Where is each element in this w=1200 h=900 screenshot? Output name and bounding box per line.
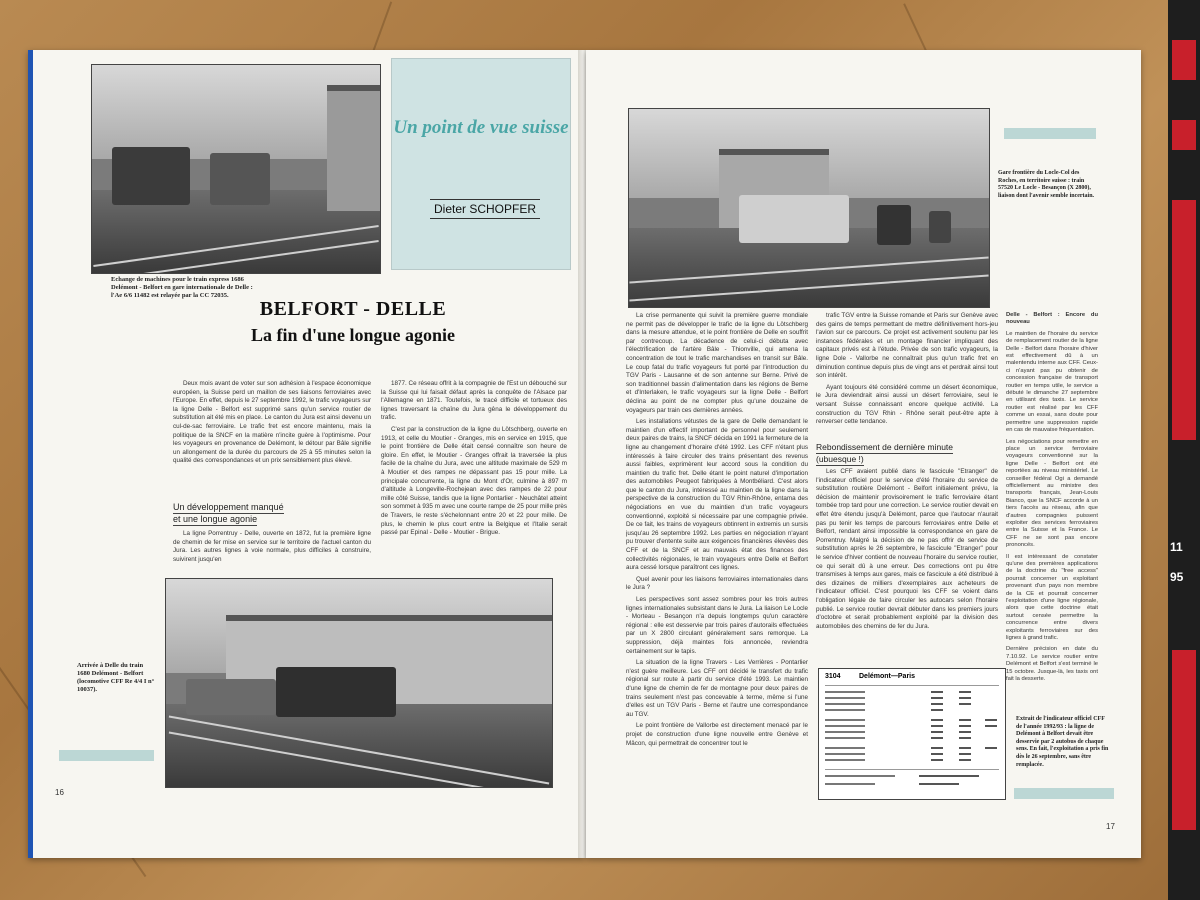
left-page [28, 50, 585, 858]
paragraph: Ayant toujours été considéré comme un désert économique, le Jura deviendrait ainsi aussi un désert ferroviaire, seul le versant Suisse connaissant encore quelque activité. La construction du TGV Rhin - Rhône serait peut-être apte à renverser cette tendance. [816, 383, 998, 426]
bottom-train-photo [165, 578, 553, 788]
side-magazine [1168, 0, 1200, 900]
paragraph: La ligne Porrentruy - Delle, ouverte en 1872, fut la première ligne de chemin de fer mise en service sur le territoire de l'actuel canton du Jura. Les autres lignes à voie normale, plus difficiles à construire, suivirent jusqu'en [173, 530, 371, 563]
right-column-2-top [816, 312, 998, 440]
sidebar-paragraph: Dernière précision en date du 7.10.92. Le service routier entre Delémont et Belfort s'est terminé le 15 octobre. Jusque-là, les taxis ont fait la desserte. [1006, 646, 1098, 683]
sidebar-paragraph: Le maintien de l'horaire du service de remplacement routier de la ligne Delle - Belfort dans l'horaire d'hiver est effectivement dû à un malentendu interne aux CFF. Ceux-ci n'ayant pas pu obtenir de concession française de transport routier en temps utile, le service a débuté le dimanche 27 septembre en utilisant des taxis. Le service routier est réalisé par les CFF comme un essai, sans doute pour permettre une suppression rapide en cas de mauvaise fréquentation. [1006, 330, 1098, 434]
paragraph: La crise permanente qui suivit la première guerre mondiale ne permit pas de développer le trafic de la ligne du Lötschberg dans la mesure attendue, et le point frontière de Delle en souffrit par contrecoup. La décadence de celui-ci débuta avec l'électrification de l'artère Bâle - Thionville, qui amena la concentration de tout le trafic marchandises en transit sur Bâle. Le coup fatal du trafic voyageurs fut porté par l'introduction du TGV Paris - Lausanne et de son antenne sur Berne. Privé de son traditionnel bassin d'alimentation dans les régions de Berne et d'Interlaken, le trafic voyageurs sur la ligne Delle - Belfort déclina au point de ne compter plus qu'une douzaine de voyageurs par train ces dernières années. [626, 312, 808, 414]
timetable-caption: Extrait de l'indicateur officiel CFF de l'année 1992/93 : la ligne de Delémont à Belfort devait être desservie par 2 autobus de chaque sens. En fait, l'exploitation a pris fin dès le 26 septembre, sans être remplacée. [1016, 716, 1109, 768]
paragraph: Les perspectives sont assez sombres pour les trois autres lignes internationales subsistant dans le Jura. La liaison Le Locle - Morteau - Besançon n'a depuis longtemps qu'un caractère régional : elle est desservie par trois paires d'autorails effectuées par un X 2800 circulant généralement sans remorque. La suppression, déjà maintes fois annoncée, reviendra certainement sur le tapis. [626, 596, 808, 655]
timetable-route: Delémont—Paris [859, 673, 916, 680]
station-photo [628, 108, 990, 308]
station-photo-caption: Gare frontière du Locle-Col des Roches, en territoire suisse : train 57520 Le Locle - Besançon (X 2800), liaison dont l'avenir semble incertain. [998, 170, 1095, 199]
left-column-2 [381, 380, 567, 572]
sidebar-box [1006, 312, 1098, 748]
article-title: BELFORT - DELLE [259, 298, 447, 320]
paragraph: Les CFF avaient publié dans le fascicule "Etranger" de l'indicateur officiel pour le service d'été l'horaire du service de substitution routière Delémont - Belfort initialement prévu, la décision de maintenir provisoirement le trafic ferroviaire étant tombée trop tard pour une correction. Le service routier devait en effet être étendu jusqu'à Delémont, parce que l'autocar n'aurait pas pu tenir les temps de parcours ferroviaires entre Delle et Belfort, rendant ainsi impossible la correspondance en gare de Porrentruy. Malgré la décision de ne pas offrir de service de substitution après le 26 septembre, le fascicule "Etranger" pour le service d'hiver contient de nouveau l'horaire du service routier, ce qui serait dû à une erreur. Des corrections ont pu être transmises à temps aux gares, mais ce fascicule a été distribué à des dizaines de milliers d'exemplaires aux acheteurs de l'indicateur officiel. C'est pourquoi les CFF se voient dans l'obligation légale de faire circuler les autocars selon l'horaire publié. Le service routier devrait débuter dans les premiers jours d'octobre et serait probablement exploité par la division des automobiles des chemins de fer du Jura. [816, 468, 998, 630]
author-name: Dieter SCHOPFER [430, 199, 540, 219]
left-column-1 [173, 380, 371, 498]
sidebar-title: Delle - Belfort : Encore du nouveau [1006, 312, 1098, 326]
page-footer-bar [59, 750, 154, 761]
paragraph: 1877. Ce réseau offrit à la compagnie de l'Est un débouché sur la Suisse qui lui faisait défaut après la conquête de l'Alsace par l'Allemagne en 1871. Toutefois, le tracé difficile et tortueux des lignes traversant la chaîne du Jura gêna le développement du trafic. [381, 380, 567, 422]
sidebar-paragraph: Les négociations pour remettre en place un service ferroviaire voyageurs conventionné sur la ligne Delle - Belfort ont été reportées au niveau ministériel. Le conseiller fédéral Ogi a demandé officiellement au ministre des transports français, Jean-Louis Bianco, que la SNCF accorde à un tiers l'accès au réseau, afin que d'autres compagnies puissent exploiter des services ferroviaires entre la Suisse et la France. Le CFF ne se sont pas encore prononcés. [1006, 438, 1098, 549]
series-title: Un point de vue suisse [393, 117, 569, 138]
open-magazine [28, 50, 1148, 860]
right-column-1 [626, 312, 808, 806]
side-magazine-label: 95 [1170, 570, 1184, 584]
paragraph: Quel avenir pour les liaisons ferroviaires internationales dans le Jura ? [626, 575, 808, 592]
timetable-number: 3104 [825, 673, 841, 680]
article-headline [183, 298, 523, 346]
timetable-extract [818, 668, 1006, 800]
paragraph: Le point frontière de Vallorbe est directement menacé par le projet de construction d'une ligne nouvelle entre Genève et Mâcon, qui permettrait de concentrer tout le [626, 722, 808, 747]
paragraph: Deux mois avant de voter sur son adhésion à l'espace économique européen, la Suisse perd un maillon de ses liaisons ferroviaires avec l'Europe. En effet, depuis le 27 septembre 1992, le trafic voyageurs sur la ligne Delle - Belfort est supprimé sans qu'un service routier de substitution ait été mis en place. Le canton du Jura est ainsi devenu un cul-de-sac ferroviaire. Le trafic fret est encore maintenu, mais la politique de la SNCF en la matière n'incite guère à l'optimisme. Pour les voyageurs en provenance de Delémont, le détour par Bâle signifie un allongement de la durée du parcours de 25 à 55 minutes selon la qualité des correspondances et un prix sensiblement plus élevé. [173, 380, 371, 465]
paragraph: trafic TGV entre la Suisse romande et Paris sur Genève avec des gains de temps permettant de mettre définitivement hors-jeu l'avion sur ce parcours. Ce projet est activement soutenu par les instances fédérales et un montage financier impliquant des capitaux privés est à l'étude. Privée de son trafic voyageurs, la ligne Dole - Vallorbe ne connaîtrait plus qu'un trafic fret en diminution continue depuis plus de vingt ans et perdrait ainsi tout son intérêt. [816, 312, 998, 380]
paragraph: La situation de la ligne Travers - Les Verrières - Pontarlier n'est guère meilleure. Les CFF ont décidé le transfert du trafic régional sur route à partir du service d'été 1993. Le maintien d'une ligne de chemin de fer de montagne pour deux paires de trains seulement n'est pas concevable à terme, même si l'une d'elles est un TGV Paris - Berne et l'autre une correspondance au TGV. [626, 659, 808, 718]
right-page [586, 50, 1141, 858]
page-number: 16 [55, 788, 64, 797]
header-bar [1004, 128, 1096, 139]
left-column-1b [173, 530, 371, 572]
top-train-photo [91, 64, 381, 274]
bottom-photo-caption: Arrivée à Delle du train 1680 Delémont - Belfort (locomotive CFF Re 4/4 I n° 10037). [77, 662, 155, 693]
paragraph: Les installations vétustes de la gare de Delle demandant le maintien d'un effectif important de personnel pour seulement deux paires de trains, la SNCF décida en 1991 la fermeture de la ligne au changement d'horaire d'été 1992. Les CFF n'étant plus intéressés à faire circuler des trains présentant des revenus aussi faibles, exprimèrent leur accord sous la condition du maintien du trafic fret. Delle étant le point naturel d'importation des automobiles Peugeot fabriquées à Montbéliard. C'est alors que le canton du Jura, intéressé au maintien de la ligne dans la perspective de la construction du TGV Rhin-Rhône, entama des négociations en vue du maintien d'un trafic voyageurs conventionné, exploité si nécessaire par une compagnie privée. De ce fait, les trains de voyageurs obtinrent in extremis un sursis jusqu'au 26 septembre 1992. Les parties en négociation n'ayant pu trouver d'entente suite aux exigences financières élevées des CFF et de la SNCF et au mauvais état des finances des collectivités régionales, le train voyageurs entre Delle et Belfort aura cessé lorsque paraîtront ces lignes. [626, 418, 808, 572]
title-box [391, 58, 571, 270]
section-subhead: Rebondissement de dernière minute (ubuesque !) [816, 442, 954, 464]
side-magazine-label: 11 [1170, 540, 1183, 554]
page-footer-bar [1014, 788, 1114, 799]
section-subhead: Un développement manqué et une longue agonie [173, 502, 284, 524]
paragraph: C'est par la construction de la ligne du Lötschberg, ouverte en 1913, et celle du Moutier - Granges, mis en service en 1915, que le point frontière de Delle était censé connaître son heure de gloire. En effet, le Moutier - Granges offrait la traversée la plus facile de la chaîne du Jura, avec une altitude maximale de 529 m à Moutier et des rampes ne dépassant pas 15 pour mille. La principale concurrente, la ligne du Mont d'Or, culmine à 897 m d'altitude à Longeville-Rochejean avec des rampes de 22 pour mille côté Suisse, tandis que la ligne Pontarlier - Neuchâtel atteint son sommet à 935 m avec une courte rampe de 25 pour mille près de Travers, le reste s'échelonnant entre 20 et 22 pour mille. De plus, le chemin le plus court entre la Belgique et l'Italie serait passé par Epinal - Delle - Moutier - Brigue. [381, 425, 567, 537]
top-photo-caption: Echange de machines pour le train express 1686 Delémont - Belfort en gare internationale de Delle : l'Ae 6/6 11482 est relayée par la CC 72035. [111, 276, 253, 299]
sidebar-paragraph: Il est intéressant de constater qu'une des premières applications de la doctrine du "free access" pourrait concerner un exploitant provenant d'un pays non membre de la CE et pourrait concerner l'exploitation d'une ligne régionale, alors que cette doctrine était surtout censée permettre la concurrence entre divers exploitants ferroviaires sur des lignes à grand trafic. [1006, 553, 1098, 642]
page-number: 17 [1106, 822, 1115, 831]
right-column-2-bottom [816, 468, 998, 660]
article-subtitle: La fin d'une longue agonie [250, 325, 456, 345]
